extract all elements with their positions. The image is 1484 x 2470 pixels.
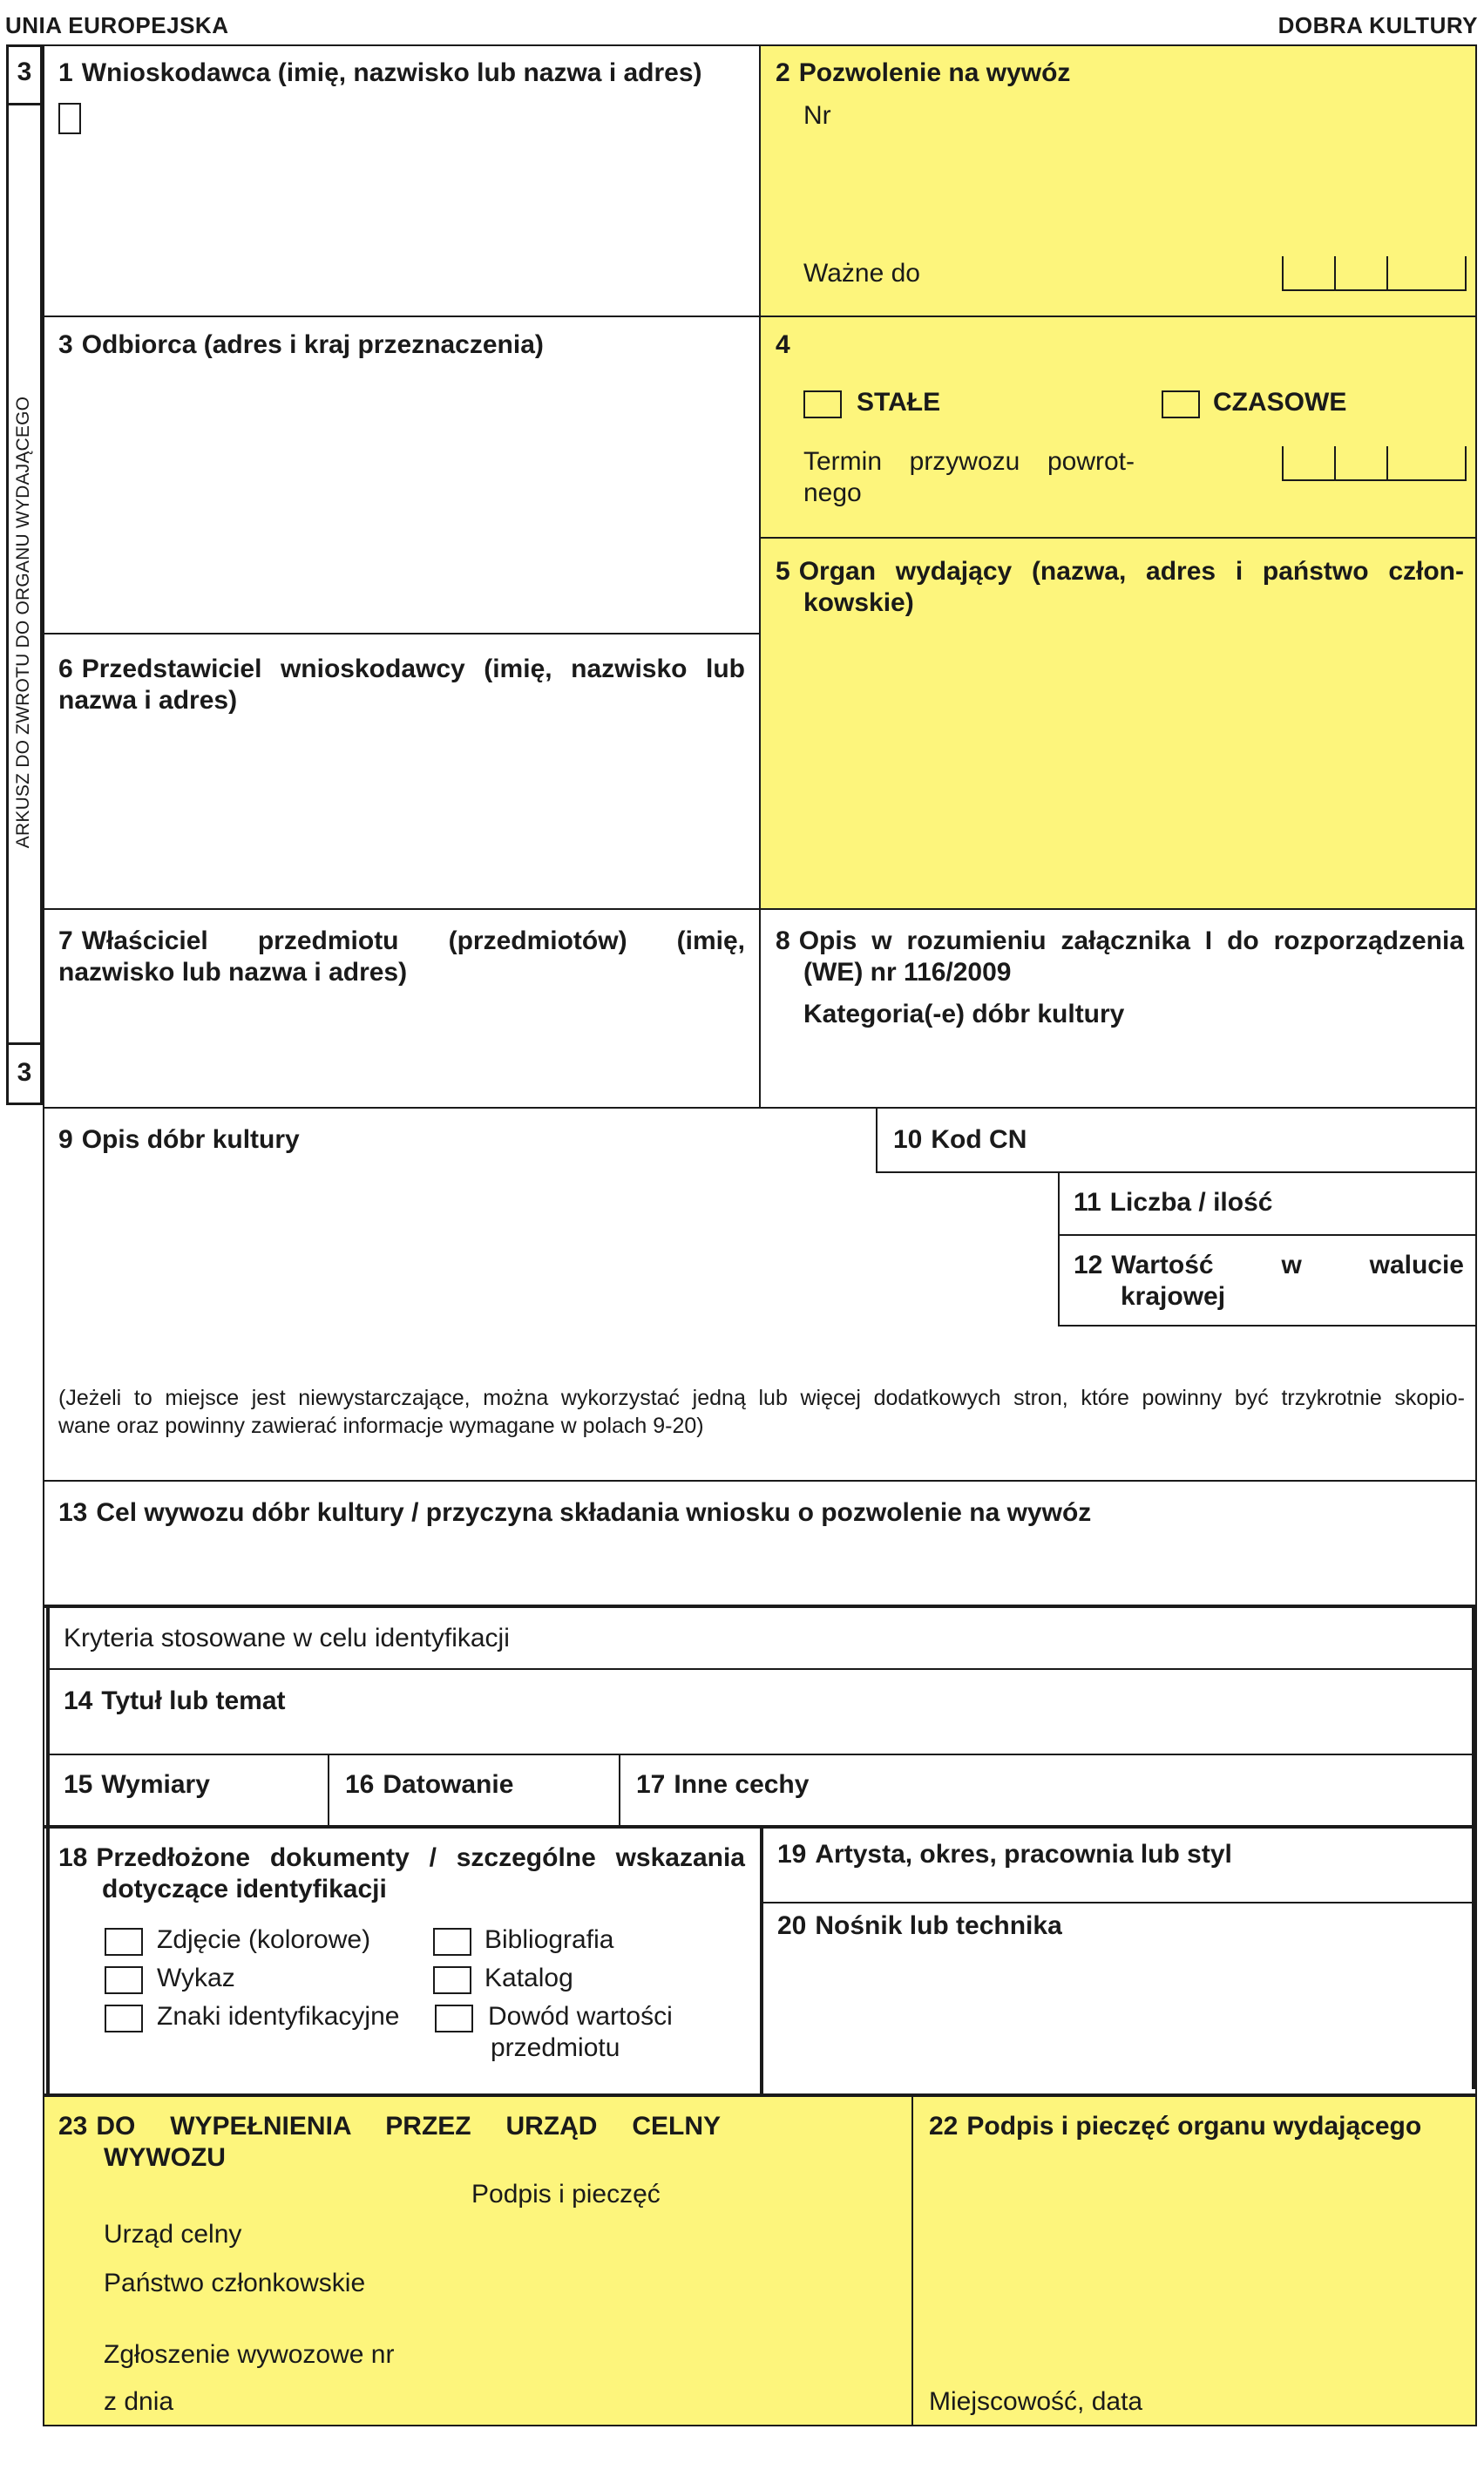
criteria-box-left <box>46 1605 50 1828</box>
field-8-label-line2: (WE) nr 116/2009 <box>803 958 1012 987</box>
divider-v-11-12 <box>1058 1171 1060 1327</box>
divider-v-18-19 <box>760 1825 763 2097</box>
bibliography-checkbox[interactable] <box>433 1928 471 1956</box>
criteria-label: Kryteria stosowane w celu identyfikacji <box>64 1624 510 1652</box>
field-19-label: 19 Artysta, okres, pracownia lub styl <box>777 1840 1232 1869</box>
divider-h-3-6 <box>43 633 760 634</box>
field-23-office-label: Urząd celny <box>104 2220 242 2249</box>
catalogue-label: Katalog <box>485 1964 573 1992</box>
field-16-label: 16 Datowanie <box>345 1770 514 1799</box>
field-23-label-line1: 23 DO WYPEŁNIENIA PRZEZ URZĄD CELNY <box>58 2112 721 2141</box>
divider-h-10-11 <box>876 1171 1477 1173</box>
field-4-number: 4 <box>776 330 790 359</box>
field-3-label: 3 Odbiorca (adres i kraj przeznaczenia) <box>58 330 544 359</box>
catalogue-checkbox[interactable] <box>433 1966 471 1994</box>
divider-h-14-15 <box>48 1754 1474 1755</box>
note-line1: (Jeżeli to miejsce jest niewystarczające, można wykorzystać jedną lub więcej dodatkowych stron, które powinny być trzykrotnie skopio- <box>58 1386 1465 1410</box>
sidebar-vertical-text: ARKUSZ DO ZWROTU DO ORGANU WYDAJĄCEGO <box>13 396 33 849</box>
field-20-label: 20 Nośnik lub technika <box>777 1911 1062 1940</box>
divider-h-6-7 <box>43 908 1477 910</box>
sidebar-number-bottom: 3 <box>17 1058 32 1087</box>
field-18-label-line1: 18 Przedłożone dokumenty / szczególne wskazania <box>58 1843 745 1872</box>
field-8-label-line1: 8 Opis w rozumieniu załącznika I do rozporządzenia <box>776 926 1464 955</box>
divider-h-7-9 <box>43 1107 1477 1109</box>
criteria-box-right <box>1472 1605 1475 2089</box>
field-2-label: 2 Pozwolenie na wywóz <box>776 58 1071 87</box>
field-4-permanent-label: STAŁE <box>857 388 941 417</box>
proof-of-value-label-line1: Dowód wartości <box>488 2002 673 2031</box>
field-22-label: 22 Podpis i pieczęć organu wydającego <box>929 2112 1422 2141</box>
proof-of-value-checkbox[interactable] <box>435 2005 473 2032</box>
field-23-date-label: z dnia <box>104 2387 174 2416</box>
field-15-label: 15 Wymiary <box>64 1770 210 1799</box>
field-12-label-line1: 12 Wartość w walucie <box>1074 1251 1464 1279</box>
list-label: Wykaz <box>157 1964 235 1992</box>
field-7-label-line1: 7 Właściciel przedmiotu (przedmiotów) (imię, <box>58 926 745 955</box>
divider-v-center <box>759 44 761 1108</box>
field-5-label-line1: 5 Organ wydający (nazwa, adres i państwo człon- <box>776 557 1464 586</box>
divider-v-15-16 <box>328 1754 329 1825</box>
field-7-label-line2: nazwisko lub nazwa i adres) <box>58 958 408 987</box>
identification-marks-label: Znaki identyfikacyjne <box>157 2002 400 2031</box>
field-1-checkbox[interactable] <box>58 103 81 134</box>
divider-v-23-22 <box>911 2096 913 2426</box>
field-4-temporary-checkbox[interactable] <box>1162 390 1200 418</box>
photo-checkbox[interactable] <box>105 1928 143 1956</box>
divider-h-12-bottom <box>1058 1325 1477 1327</box>
sidebar-return-sheet <box>6 44 43 1105</box>
divider-h-criteria-14 <box>48 1668 1474 1670</box>
header-right: DOBRA KULTURY <box>1277 12 1478 38</box>
divider-h-11-12 <box>1058 1234 1477 1236</box>
sidebar-number-top: 3 <box>17 58 32 86</box>
field-6-label-line1: 6 Przedstawiciel wnioskodawcy (imię, nazwisko lub <box>58 655 745 683</box>
field-9-label: 9 Opis dóbr kultury <box>58 1125 300 1154</box>
field-4-return-line1: Termin przywozu powrot- <box>803 447 1135 476</box>
divider-h-1-3 <box>43 316 1477 317</box>
field-23-member-state-label: Państwo członkowskie <box>104 2269 366 2297</box>
field-2-date-boxes[interactable] <box>1282 256 1467 291</box>
divider-v-9-10 <box>876 1107 878 1173</box>
field-6-label-line2: nazwa i adres) <box>58 686 238 715</box>
field-18-label-line2: dotyczące identyfikacji <box>102 1875 387 1903</box>
identification-marks-checkbox[interactable] <box>105 2005 143 2032</box>
divider-h-note-13 <box>43 1480 1477 1482</box>
field-23-label-line2: WYWOZU <box>104 2143 226 2172</box>
field-12-label-line2: krajowej <box>1121 1282 1226 1311</box>
header-left: UNIA EUROPEJSKA <box>5 12 229 38</box>
field-11-label: 11 Liczba / ilość <box>1074 1188 1273 1217</box>
field-4-return-line2: nego <box>803 478 862 507</box>
field-10-label: 10 Kod CN <box>893 1125 1027 1154</box>
field-1-label: 1 Wnioskodawca (imię, nazwisko lub nazwa i adres) <box>58 58 702 87</box>
bibliography-label: Bibliografia <box>485 1925 614 1954</box>
criteria-box-top <box>43 1605 1477 1608</box>
field-2-valid-until-label: Ważne do <box>803 259 920 288</box>
field-4-temporary-label: CZASOWE <box>1213 388 1347 417</box>
field-23-signature-label: Podpis i pieczęć <box>471 2180 661 2209</box>
divider-h-4-5 <box>760 537 1477 539</box>
divider-v-16-17 <box>619 1754 620 1825</box>
field-22-place-date-label: Miejscowość, data <box>929 2387 1143 2416</box>
divider-h-18-23 <box>43 2093 1477 2097</box>
photo-label: Zdjęcie (kolorowe) <box>157 1925 371 1954</box>
field-14-label: 14 Tytuł lub temat <box>64 1686 286 1715</box>
field-4-permanent-checkbox[interactable] <box>803 390 842 418</box>
list-checkbox[interactable] <box>105 1966 143 1994</box>
field-5-label-line2: kowskie) <box>803 588 914 617</box>
field-17-label: 17 Inne cechy <box>636 1770 810 1799</box>
field-23-declaration-label: Zgłoszenie wywozowe nr <box>104 2340 395 2369</box>
field-18-box-left <box>46 1825 50 2097</box>
divider-h-19-20 <box>762 1902 1474 1903</box>
field-4-date-boxes[interactable] <box>1282 446 1467 481</box>
field-13-label: 13 Cel wywozu dóbr kultury / przyczyna składania wniosku o pozwolenie na wywóz <box>58 1498 1092 1527</box>
field-2-nr-label: Nr <box>803 101 831 130</box>
field-8-category-label: Kategoria(-e) dóbr kultury <box>803 1000 1125 1028</box>
note-line2: wane oraz powinny zawierać informacje wymagane w polach 9-20) <box>58 1414 704 1438</box>
proof-of-value-label-line2: przedmiotu <box>491 2033 620 2062</box>
